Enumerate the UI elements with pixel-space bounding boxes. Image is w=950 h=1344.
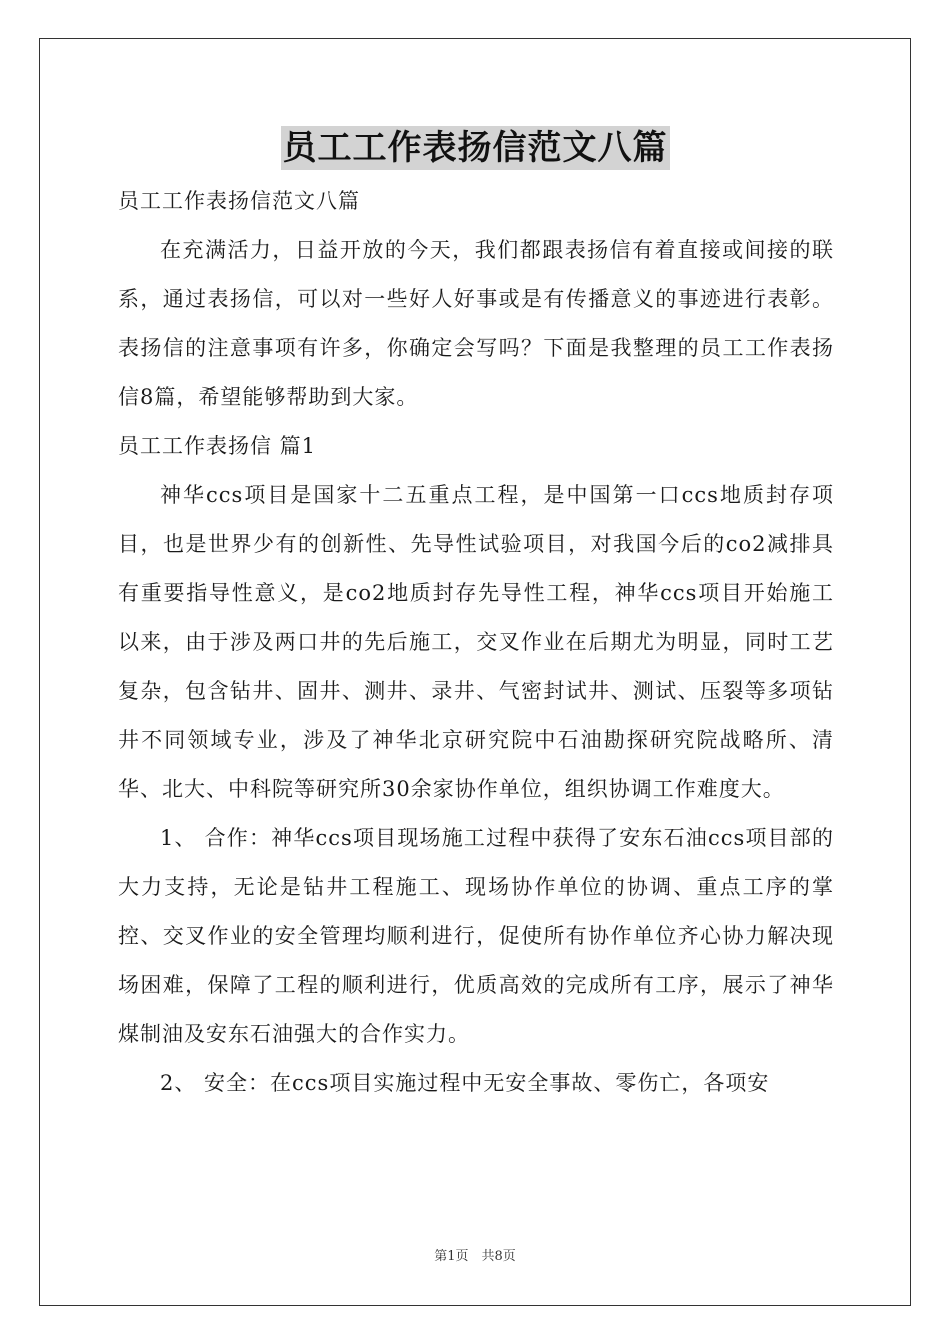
title-container	[0, 126, 950, 170]
page-number-footer: 第1页 共8页	[434, 1249, 516, 1264]
body-paragraph: 神华ccs项目是国家十二五重点工程，是中国第一口ccs地质封存项目，也是世界少有的创新性、先导性试验项目，对我国今后的co2减排具有重要指导性意义，是co2地质封存先导性工程，神华ccs项目开始施工以来，由于涉及两口井的先后施工，交叉作业在后期尤为明显，同时工艺复杂，包含钻井、固井、测井、录井、气密封试井、测试、压裂等多项钻井不同领域专业，涉及了神华北京研究院中石油勘探研究院战略所、清华、北大、中科院等研究所30余家协作单位，组织协调工作难度大。	[118, 483, 834, 801]
body-paragraph: 2、 安全：在ccs项目实施过程中无安全事故、零伤亡，各项安	[160, 1071, 770, 1095]
document-body	[118, 177, 834, 1108]
subtitle-line: 员工工作表扬信范文八篇	[118, 189, 360, 213]
section-heading: 员工工作表扬信 篇1	[118, 434, 317, 458]
intro-paragraph: 在充满活力，日益开放的今天，我们都跟表扬信有着直接或间接的联系，通过表扬信，可以对一些好人好事或是有传播意义的事迹进行表彰。表扬信的注意事项有许多，你确定会写吗？下面是我整理的员工工作表扬信8篇，希望能够帮助到大家。	[118, 238, 834, 409]
document-title: 员工工作表扬信范文八篇	[282, 128, 668, 168]
body-paragraph: 1、 合作：神华ccs项目现场施工过程中获得了安东石油ccs项目部的大力支持，无论是钻井工程施工、现场协作单位的协调、重点工序的掌控、交叉作业的安全管理均顺利进行，促使所有协作单位齐心协力解决现场困难，保障了工程的顺利进行，优质高效的完成所有工序，展示了神华煤制油及安东石油强大的合作实力。	[118, 826, 834, 1046]
